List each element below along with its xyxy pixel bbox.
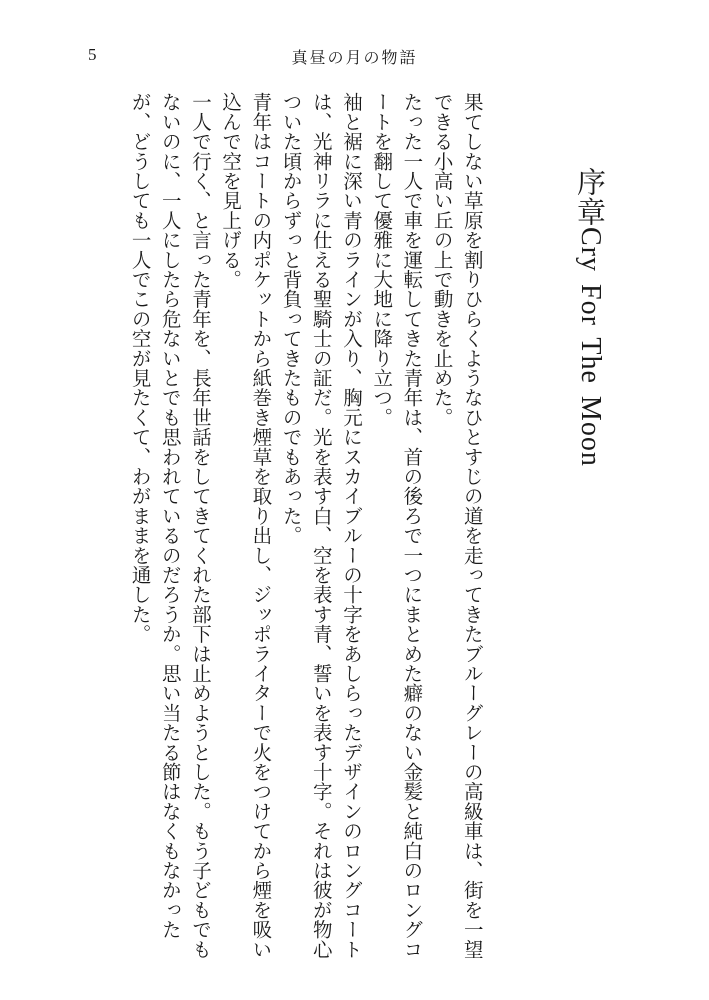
paragraph: 袖と裾に深い青のラインが入り、胸元にスカイブルーの十字をあしらったデザインのロングコートは、光神リラに仕える聖騎士の証だ。光を表す白、空を表す青、誓いを表す十字。それは彼が物心ついた頃からずっと背負ってきたものでもあった。 <box>279 92 363 959</box>
chapter-heading-en: Cry For The Moon <box>575 227 606 467</box>
paragraph: 果てしない草原を割りひらくようなひとすじの道を走ってきたブルーグレーの高級車は、街を一望できる小高い丘の上で動きを止めた。 <box>430 92 484 959</box>
chapter-title <box>575 167 605 962</box>
paragraph: たった一人で車を運転してきた青年は、首の後ろで一つにまとめた癖のない金髪と純白のロングコートを翻して優雅に大地に降り立つ。 <box>370 92 424 959</box>
body-text <box>95 92 605 962</box>
page-number: 5 <box>88 45 97 64</box>
paragraph: 青年はコートの内ポケットから紙巻き煙草を取り出し、ジッポライターで火をつけてから煙を吸い込んで空を見上げる。 <box>219 92 273 959</box>
paragraph: 一人で行く、と言った青年を、長年世話をしてきてくれた部下は止めようとした。もう子どもでもないのに、一人にしたら危ないとでも思われているのだろうか。思い当たる節はなくもなかったが、どうしても一人でこの空が見たくて、わがままを通した。 <box>128 92 212 959</box>
chapter-heading-jp: 序章 <box>573 167 607 227</box>
running-title: 真昼の月の物語 <box>291 48 418 67</box>
